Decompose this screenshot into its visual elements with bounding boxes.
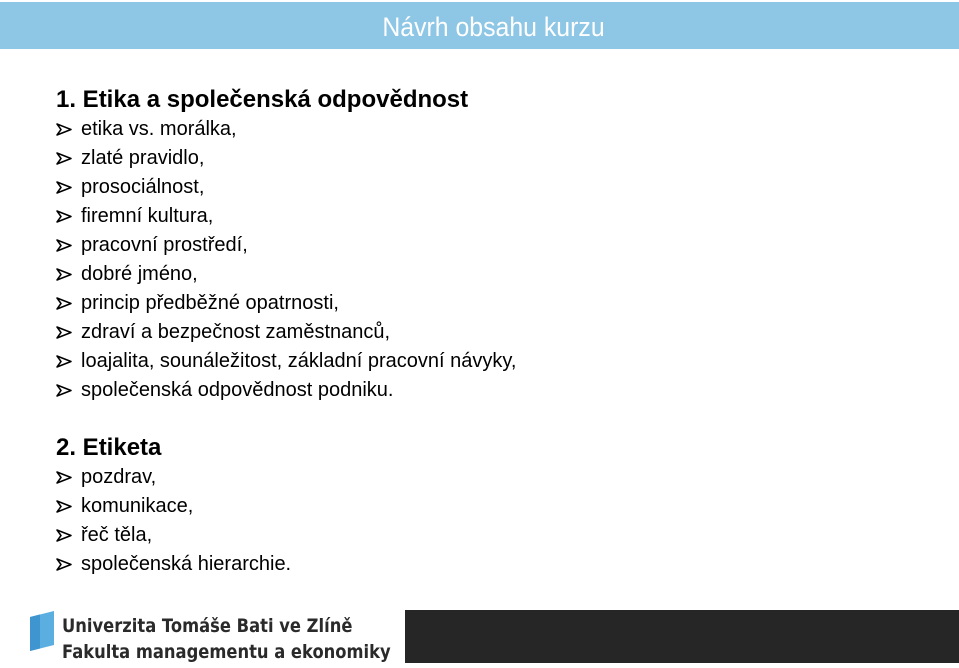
arrowhead-bullet-icon — [56, 347, 74, 376]
list-item-label: zlaté pravidlo, — [81, 147, 205, 169]
list-item — [56, 318, 936, 347]
list-item-label: loajalita, sounáležitost, základní pracovní návyky, — [81, 350, 517, 372]
list-item — [56, 289, 936, 318]
utb-logo-icon — [30, 611, 54, 651]
slide-title: Návrh obsahu kurzu — [382, 12, 605, 42]
list-item-label: prosociálnost, — [81, 176, 205, 198]
list-item-label: firemní kultura, — [81, 205, 214, 227]
list-item — [56, 376, 936, 405]
arrowhead-bullet-icon — [56, 144, 74, 173]
list-item-label: společenská odpovědnost podniku. — [81, 379, 394, 401]
arrowhead-bullet-icon — [56, 260, 74, 289]
footer-bar — [405, 610, 959, 663]
section-gap — [56, 405, 936, 433]
section-heading-etiquette: 2. Etiketa — [56, 434, 162, 461]
logo-faculty-name: Fakulta managementu a ekonomiky — [62, 641, 391, 663]
arrowhead-bullet-icon — [56, 202, 74, 231]
list-item — [56, 202, 936, 231]
bullet-list-ethics — [56, 115, 936, 405]
list-item — [56, 115, 936, 144]
section-heading-ethics: 1. Etika a společenská odpovědnost — [56, 86, 469, 113]
list-item — [56, 347, 936, 376]
list-item — [56, 492, 936, 521]
list-item-label: etika vs. morálka, — [81, 118, 237, 140]
arrowhead-bullet-icon — [56, 231, 74, 260]
title-bar — [0, 2, 959, 49]
list-item — [56, 231, 936, 260]
arrowhead-bullet-icon — [56, 289, 74, 318]
arrowhead-bullet-icon — [56, 492, 74, 521]
arrowhead-bullet-icon — [56, 318, 74, 347]
list-item-label: společenská hierarchie. — [81, 553, 292, 575]
logo-university-name: Univerzita Tomáše Bati ve Zlíně — [62, 615, 353, 637]
arrowhead-bullet-icon — [56, 173, 74, 202]
list-item — [56, 521, 936, 550]
list-item — [56, 260, 936, 289]
list-item-label: zdraví a bezpečnost zaměstnanců, — [81, 321, 391, 343]
arrowhead-bullet-icon — [56, 376, 74, 405]
list-item-label: řeč těla, — [81, 524, 153, 546]
arrowhead-bullet-icon — [56, 550, 74, 579]
arrowhead-bullet-icon — [56, 115, 74, 144]
list-item-label: dobré jméno, — [81, 263, 198, 285]
arrowhead-bullet-icon — [56, 463, 74, 492]
list-item-label: princip předběžné opatrnosti, — [81, 292, 339, 314]
list-item-label: pracovní prostředí, — [81, 234, 248, 256]
slide-content — [56, 85, 936, 579]
arrowhead-bullet-icon — [56, 521, 74, 550]
university-logo — [30, 611, 391, 667]
list-item — [56, 144, 936, 173]
list-item — [56, 550, 936, 579]
list-item-label: pozdrav, — [81, 466, 157, 488]
list-item — [56, 173, 936, 202]
list-item — [56, 463, 936, 492]
list-item-label: komunikace, — [81, 495, 194, 517]
bullet-list-etiquette — [56, 463, 936, 579]
